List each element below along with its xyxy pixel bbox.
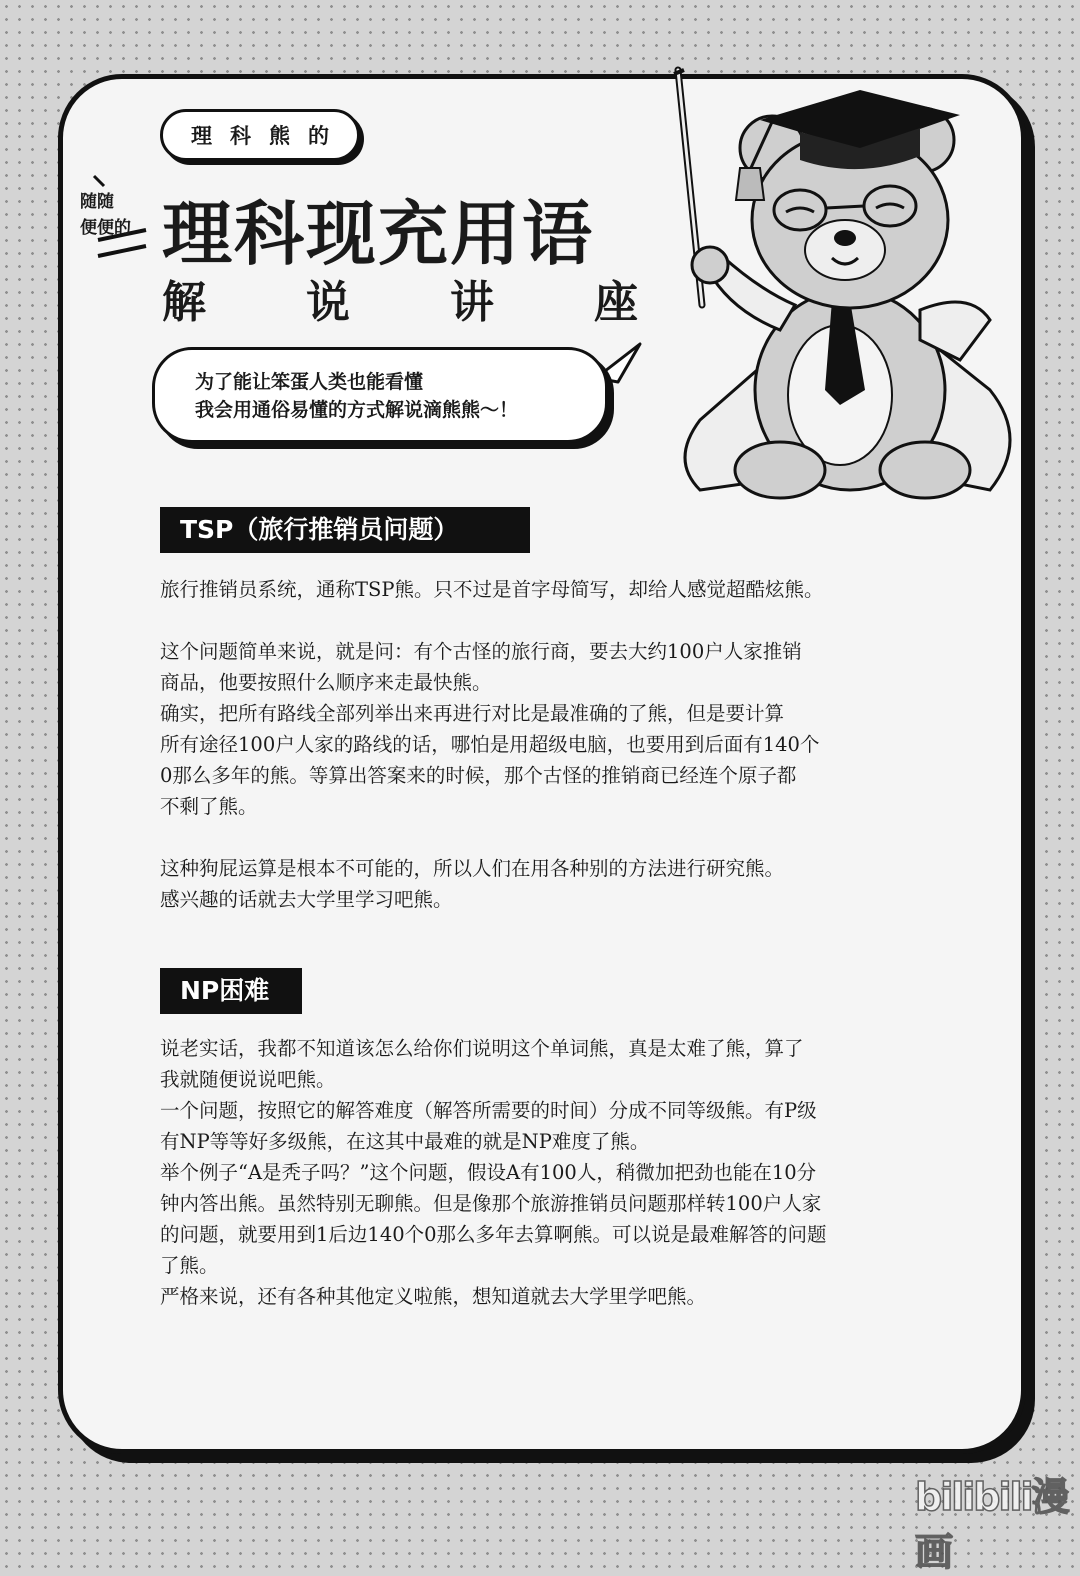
paragraph-gap [160, 822, 950, 853]
body-line: 商品，他要按照什么顺序来走最快熊。 [160, 671, 492, 694]
body-line: 一个问题，按照它的解答难度（解答所需要的时间）分成不同等级熊。有P级 [160, 1099, 817, 1122]
body-line: 这种狗屁运算是根本不可能的，所以人们在用各种别的方法进行研究熊。 [160, 857, 785, 880]
body-line: 这个问题简单来说，就是问：有个古怪的旅行商，要去大约100户人家推销 [160, 640, 802, 663]
sub-title-char: 解 [162, 277, 206, 328]
body-line: 钟内答出熊。虽然特别无聊熊。但是像那个旅游推销员问题那样转100户人家 [160, 1192, 822, 1215]
body-line: 了熊。 [160, 1254, 219, 1277]
body-line: 举个例子“A是秃子吗？”这个问题，假设A有100人，稍微加把劲也能在10分 [160, 1161, 817, 1184]
body-line: 不剩了熊。 [160, 795, 258, 818]
body-line: 感兴趣的话就去大学里学习吧熊。 [160, 888, 453, 911]
body-line: 说老实话，我都不知道该怎么给你们说明这个单词熊，真是太难了熊，算了 [160, 1037, 804, 1060]
paragraph-gap [160, 605, 950, 636]
section-heading-np: NP困难 [160, 968, 302, 1014]
professor-bear-illustration [660, 60, 1040, 500]
body-line: 确实，把所有路线全部列举出来再进行对比是最准确的了熊，但是要计算 [160, 702, 785, 725]
sub-title-char: 座 [594, 277, 638, 328]
body-line: 有NP等等好多级熊，在这其中最难的就是NP难度了熊。 [160, 1130, 650, 1153]
bubble-line-2: 我会用通俗易懂的方式解说滴熊熊～！ [195, 399, 519, 421]
side-caption-line-1: 随随 [80, 192, 114, 212]
sub-title [162, 266, 638, 330]
watermark-logo: bilibili漫画 [915, 1475, 1068, 1574]
section-body-np [160, 1033, 950, 1312]
body-line: 严格来说，还有各种其他定义啦熊，想知道就去大学里学吧熊。 [160, 1285, 707, 1308]
body-line: 所有途径100户人家的路线的话，哪怕是用超级电脑，也要用到后面有140个 [160, 733, 820, 756]
body-line: 旅行推销员系统，通称TSP熊。只不过是首字母简写，却给人感觉超酷炫熊。 [160, 578, 824, 601]
speech-bubble [152, 347, 608, 443]
main-title: 理科现充用语 [162, 193, 594, 275]
body-line: 我就随便说说吧熊。 [160, 1068, 336, 1091]
section-body-tsp [160, 574, 950, 915]
sub-title-char: 讲 [450, 277, 494, 328]
sub-title-char: 说 [306, 277, 350, 328]
section-heading-tsp: TSP（旅行推销员问题） [160, 507, 530, 553]
body-line: 0那么多年的熊。等算出答案来的时候，那个古怪的推销商已经连个原子都 [160, 764, 797, 787]
series-badge: 理科熊的 [160, 109, 360, 161]
side-caption [80, 189, 146, 241]
bubble-line-1: 为了能让笨蛋人类也能看懂 [195, 371, 424, 393]
body-line: 的问题，就要用到1后边140个0那么多年去算啊熊。可以说是最难解答的问题 [160, 1223, 827, 1246]
side-caption-line-2: 便便的 [80, 218, 131, 238]
